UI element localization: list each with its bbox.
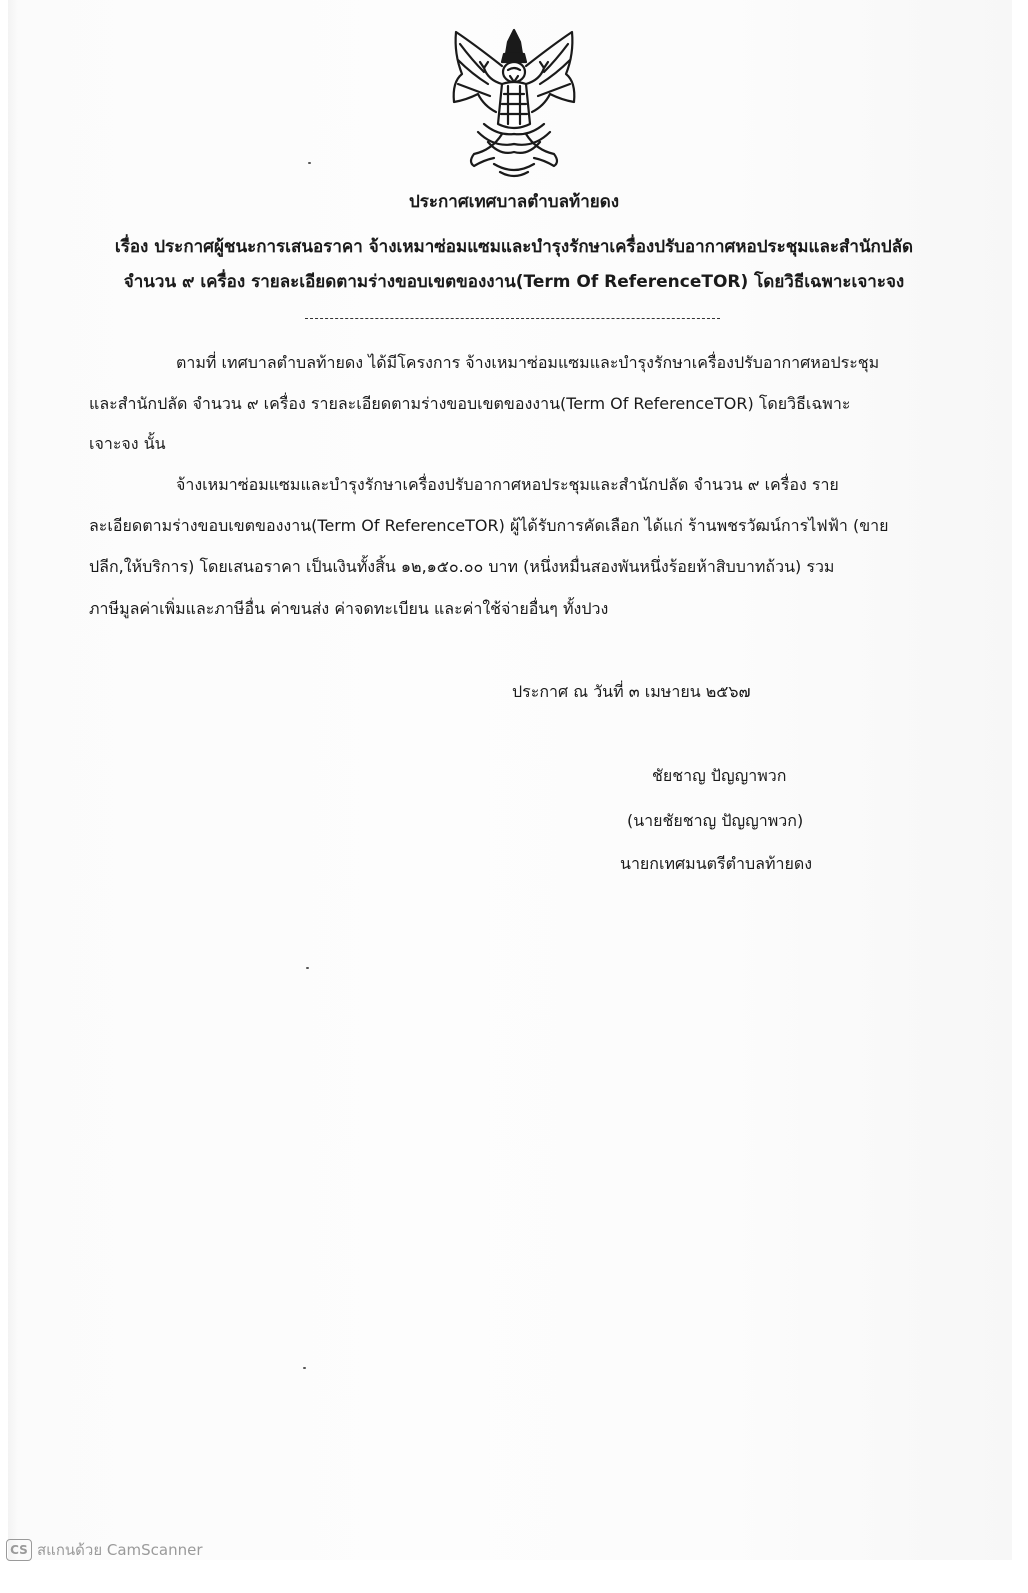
paragraph-1-line-2: และสำนักปลัด จำนวน ๙ เครื่อง รายละเอียดตามร่างขอบเขตของงาน(Term Of ReferenceTOR) โดยวิธีเฉพาะ [89,394,851,413]
paragraph-1-line-3: เจาะจง นั้น [89,434,166,453]
paragraph-2-line-4: ภาษีมูลค่าเพิ่มและภาษีอื่น ค่าขนส่ง ค่าจดทะเบียน และค่าใช้จ่ายอื่นๆ ทั้งปวง [89,599,609,618]
separator-rule [305,318,720,319]
paragraph-2-line-2: ละเอียดตามร่างขอบเขตของงาน(Term Of ReferenceTOR) ผู้ได้รับการคัดเลือก ได้แก่ ร้านพชรวัฒน์การไฟฟ้า (ขาย [89,516,889,535]
paragraph-2-line-3: ปลีก,ให้บริการ) โดยเสนอราคา เป็นเงินทั้งสิ้น ๑๒,๑๕๐.๐๐ บาท (หนึ่งหมื่นสองพันหนึ่งร้อยห้าสิบบาทถ้วน) รวม [89,557,835,576]
signatory-full-name: (นายชัยชาญ ปัญญาพวก) [627,811,804,830]
signature-name: ชัยชาญ ปัญญาพวก [652,766,787,785]
subject-line-1: เรื่อง ประกาศผู้ชนะการเสนอราคา จ้างเหมาซ่อมแซมและบำรุงรักษาเครื่องปรับอากาศหอประชุมและสำนักปลัด [114,237,914,257]
scanner-watermark [6,1538,203,1562]
signatory-position: นายกเทศมนตรีตำบลท้ายดง [620,854,813,873]
paragraph-1-line-1: ตามที่ เทศบาลตำบลท้ายดง ได้มีโครงการ จ้างเหมาซ่อมแซมและบำรุงรักษาเครื่องปรับอากาศหอประชุม [176,353,880,372]
subject-line-2: จำนวน ๙ เครื่อง รายละเอียดตามร่างขอบเขตของงาน(Term Of ReferenceTOR) โดยวิธีเฉพาะเจาะจง [123,272,905,292]
scan-speck [308,162,311,164]
camscanner-logo-icon: CS [6,1539,32,1561]
scan-speck [303,1367,306,1369]
paragraph-2-line-1: จ้างเหมาซ่อมแซมและบำรุงรักษาเครื่องปรับอากาศหอประชุมและสำนักปลัด จำนวน ๙ เครื่อง ราย [176,475,839,494]
document-heading: ประกาศเทศบาลตำบลท้ายดง [408,192,620,212]
announcement-date: ประกาศ ณ วันที่ ๓ เมษายน ๒๕๖๗ [512,682,751,701]
garuda-emblem-icon [444,24,584,184]
scan-speck [306,967,309,969]
scanner-watermark-text: สแกนด้วย CamScanner [37,1541,203,1559]
